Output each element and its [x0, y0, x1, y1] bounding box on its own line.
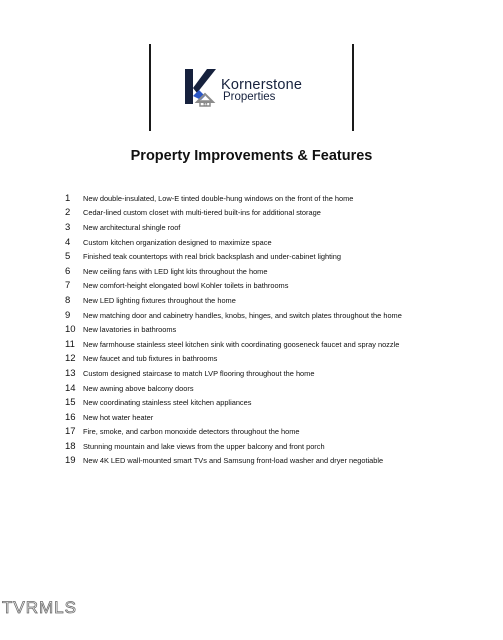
item-text: New comfort-height elongated bowl Kohler toilets in bathrooms: [83, 281, 289, 291]
item-number: 14: [65, 382, 76, 394]
item-number: 11: [65, 338, 75, 350]
item-number: 5: [65, 251, 71, 263]
item-text: Custom designed staircase to match LVP flooring throughout the home: [83, 368, 315, 378]
list-item: [65, 220, 402, 235]
list-item: [65, 279, 402, 294]
item-text: New lavatories in bathrooms: [83, 325, 177, 335]
list-item: [65, 366, 402, 381]
logo-wordmark: Kornerstone: [221, 77, 303, 93]
company-logo: [183, 66, 333, 110]
item-text: Custom kitchen organization designed to maximize space: [83, 237, 272, 247]
item-number: 1: [65, 192, 71, 204]
item-text: New matching door and cabinetry handles, knobs, hinges, and switch plates throughout the home: [83, 310, 402, 320]
item-text: New LED lighting fixtures throughout the home: [83, 295, 236, 305]
features-list: [65, 191, 402, 468]
item-number: 12: [65, 353, 76, 365]
list-item: [65, 249, 402, 264]
list-item: [65, 191, 402, 206]
item-number: 13: [65, 367, 76, 379]
item-text: Cedar-lined custom closet with multi-tiered built-ins for additional storage: [83, 208, 321, 218]
item-number: 7: [65, 280, 71, 292]
item-text: Stunning mountain and lake views from the upper balcony and front porch: [83, 441, 325, 451]
page-title: Property Improvements & Features: [130, 148, 373, 164]
divider-right: [352, 44, 354, 131]
item-number: 3: [65, 221, 71, 233]
list-item: [65, 439, 402, 454]
item-text: New double-insulated, Low-E tinted double-hung windows on the front of the home: [83, 193, 354, 203]
item-number: 16: [65, 411, 76, 423]
item-text: New coordinating stainless steel kitchen appliances: [83, 398, 252, 408]
item-number: 8: [65, 294, 71, 306]
item-number: 18: [65, 440, 76, 452]
mls-watermark: TVRMLS: [2, 598, 77, 617]
list-item: [65, 410, 402, 425]
list-item: [65, 425, 402, 440]
k-house-logo-icon: [183, 66, 223, 108]
item-text: New architectural shingle roof: [83, 222, 181, 232]
list-item: [65, 235, 402, 250]
item-text: New ceiling fans with LED light kits throughout the home: [83, 266, 268, 276]
item-number: 9: [65, 309, 71, 321]
item-text: Finished teak countertops with real brick backsplash and under-cabinet lighting: [83, 252, 341, 262]
list-item: [65, 293, 402, 308]
item-number: 15: [65, 397, 76, 409]
list-item: [65, 337, 402, 352]
list-item: [65, 308, 402, 323]
item-text: New farmhouse stainless steel kitchen sink with coordinating gooseneck faucet and spray nozzle: [83, 339, 400, 349]
list-item: [65, 264, 402, 279]
item-text: New faucet and tub fixtures in bathrooms: [83, 354, 218, 364]
item-text: Fire, smoke, and carbon monoxide detectors throughout the home: [83, 427, 300, 437]
list-item: [65, 454, 402, 469]
list-item: [65, 381, 402, 396]
logo-subtitle: Properties: [223, 91, 276, 103]
item-number: 2: [65, 207, 71, 219]
divider-left: [149, 44, 151, 131]
list-item: [65, 352, 402, 367]
item-number: 19: [65, 455, 76, 467]
list-item: [65, 206, 402, 221]
item-number: 6: [65, 265, 71, 277]
item-number: 10: [65, 324, 76, 336]
item-number: 17: [65, 426, 76, 438]
item-text: New 4K LED wall-mounted smart TVs and Samsung front-load washer and dryer negotiable: [83, 456, 384, 466]
item-text: New awning above balcony doors: [83, 383, 194, 393]
list-item: [65, 322, 402, 337]
item-text: New hot water heater: [83, 412, 154, 422]
item-number: 4: [65, 236, 71, 248]
list-item: [65, 395, 402, 410]
